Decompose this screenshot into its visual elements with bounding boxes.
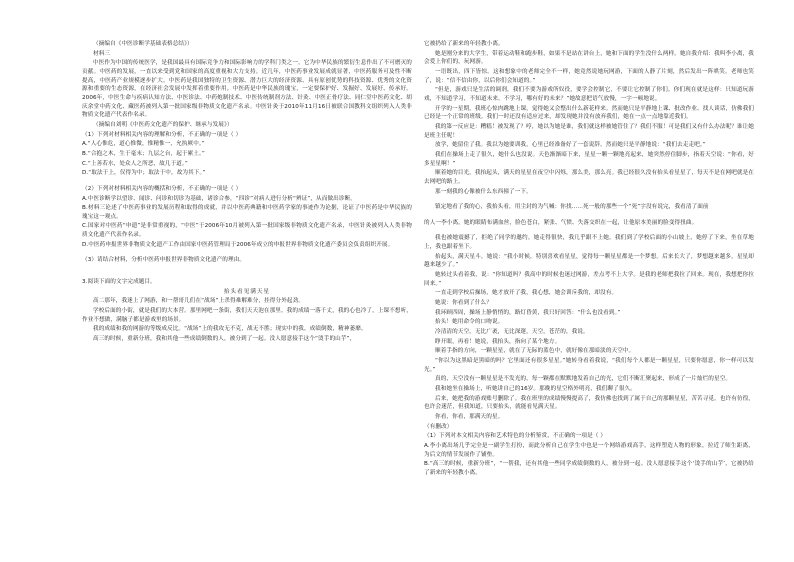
left-paragraph: 学校后面的小街，就是我们的大本营。那里网吧一条街，我们天天泡在那里。我的成绩一落千丈，我的心也冷了，上课不想听，作业不想做，满脑子都是游戏里的场景。 xyxy=(82,308,412,323)
left-column xyxy=(82,40,412,345)
left-paragraph: 材料三 xyxy=(93,50,111,57)
left-paragraph: （3）请结合材料，分析中医药申报世界非物质文化遗产的理由。 xyxy=(82,257,246,264)
right-paragraph: 真的，天空没有一颗星星是不发光的，每一颗都在默默地发着自己的光，它们不断汇聚起来，形成了一片灿烂的星空。 xyxy=(435,376,732,383)
left-paragraph: B.材料三论述了中医药事业的发展历程和取得的成就，并以中医药典籍和中医药学家的事迹作为论据，论证了中医药是中华民族的瑰宝这一观点。 xyxy=(82,205,412,220)
left-paragraph: B.“合抱之木，生于毫末；九层之台，起于累土。” xyxy=(82,150,205,157)
right-paragraph: 那一刻我的心像被什么东西撞了一下。 xyxy=(435,188,532,195)
right-paragraph: 抬起头，满天星斗，她说：“我小时候，特别喜欢看星星，觉得每一颗星星都是一个梦想。后来长大了，梦想越来越多，星星却越来越少了。” xyxy=(424,253,754,269)
right-paragraph: 她说：你看到了什么？ xyxy=(435,300,492,307)
left-paragraph: （2）下列对材料相关内容的概括和分析，不正确的一项是（ ） xyxy=(82,185,242,192)
right-paragraph: “但是，游戏只是生活的调剂，我们不要为游戏所奴役，要学会控制它，不要让它控制了你们。你们现在就是这样：只知道玩游戏，不知道学习，不知道未来。不学习，哪有好的未来？”她故意把语气放慢，一字一顿地说。 xyxy=(424,87,754,102)
left-paragraph: D.“取法于上，仅得为中；取法于中，故为其下。” xyxy=(82,170,206,177)
left-paragraph: 我的成绩和我的网游的等级成反比。“战场”上的我攻无不克，战无不胜；现实中的我，成绩倒数，精神萎靡。 xyxy=(93,326,367,333)
left-paragraph: D.中医药申报世界非物质文化遗产工作由国家中医药管理局于2006年成立的申报世界非物质文化遗产委员会负责组织开展。 xyxy=(82,241,394,248)
right-paragraph: 开学的一星期，我班心惊肉跳地上课，觉得她又会整出什么新花样来。然而她只是平静地上课、批改作业、找人谈话，仿佛我们已经是一个正常的班级。我们一时还没有适应过来，却发现她并没有放弃我们，她在一点一点地靠近我们。 xyxy=(424,105,754,121)
right-paragraph: （1）下列对本文相关内容和艺术特色的分析鉴赏，不正确的一项是（ ） xyxy=(424,433,607,440)
right-paragraph: 睁开眼，再看！她说，我抬头，指向了某个地方。 xyxy=(435,338,561,345)
right-paragraph: 一语既出，四下皆惊。这和想象中的老师完全不一样，她竟然说她玩网游，下面的人静了片刻，然后发出一阵哄笑。老师也笑了，说：“信不信由你，以后你们会知道的。” xyxy=(424,68,754,84)
right-paragraph: （有删改） xyxy=(424,423,453,430)
right-column xyxy=(424,40,754,479)
right-paragraph: 镇定地看了我的心，我抬头看，用尘封的为气喊：你找……死一般的那些一个“死”字没有说完，我看清了面前 xyxy=(435,204,709,211)
right-paragraph: 冷清清的天空，无比广袤，无比深邃，天空，苍茫的，我说。 xyxy=(435,329,589,336)
left-paragraph: （1）下列对材料相关内容的理解和分析，不正确的一项是（ ） xyxy=(82,131,242,138)
left-paragraph: 抬头看见满天星 xyxy=(223,288,271,295)
right-paragraph: 后来，她把我的游戏账号删除了。我在班里的成绩慢慢提高了，我仿佛也找到了属于自己的那颗星星，苦苦寻觅。也许有彷徨，也许会迷茫，但我知道，只要抬头，就能看见满天星。 xyxy=(424,395,754,411)
right-paragraph: 她是刚分来的大学生，带着运动鞋和跑步鞋，如果不是站在讲台上，她和下面的学生没什么两样。她自我介绍：我叫李小离，我会爱上你们的，玩网游。 xyxy=(424,50,754,66)
right-paragraph: A.李小离出场几乎完全是一副学生打扮，而此分析自己在学生中也是一个网络游戏高手，这样塑造人物的形象，拉近了师生距离，为后文的情节发展作了铺垫。 xyxy=(424,442,754,458)
left-paragraph xyxy=(82,266,412,278)
left-paragraph: （摘编自刘明《中医药文化遗产的保护、继承与发展》） xyxy=(93,121,233,128)
right-paragraph: 顺着手指的方向，一颗星星，就在了无际的蓝色中，就好像在那暗淡的天空中。 xyxy=(435,348,635,355)
right-paragraph: B.“高三的时候，重新分班”，“一帮我，还有其他一些同学成绩倒数的人，被分到一起。没人愿意接手这个‘烫手的山芋’，它被扔给了新来的年轻教小离。 xyxy=(424,461,754,476)
right-paragraph: 我的第一反应是：糟糕！被发现了？哼，她以为她是谁，我们就这样被她管住了？我们不服！可是我们又有什么办法呢？谁让她是班主任呢！ xyxy=(424,123,754,139)
right-paragraph: 顺着她的目光，我抬起头，满天的星星在夜空中闪烁，那么美，那么亮。我已经很久没有抬头看星星了，每天不是在网吧就是在去网吧的路上。 xyxy=(424,170,754,185)
right-paragraph: 你看，你看，那满天的星。 xyxy=(435,413,504,420)
left-paragraph: A.中医诊断学以望诊、闻诊、问诊和切诊为基础，诸诊合参，“四诊”对病人进行分析“辨证”，从而做出诊断。 xyxy=(82,195,356,202)
left-paragraph: A.“人心惟危，道心惟微，惟精惟一，允执厥中。” xyxy=(82,141,205,148)
right-paragraph: 我和她坐在操场上，听她讲自己的16岁。那晚的星空格外明亮，我们聊了很久。 xyxy=(435,385,636,392)
right-paragraph: 放学，她留住了我。我以为她要训我，心里已经准备好了一套说辞。然而她只是平静地说：“我们去走走吧。” xyxy=(435,142,706,149)
left-paragraph: 3.阅读下面的文字完成题目。 xyxy=(82,279,156,286)
right-paragraph: 她转过头看着我，说：“你知道吗？我高中的时候也迷过网游，差点考不上大学。是我的老师把我拉了回来。现在，我想把你拉回来。” xyxy=(424,272,754,287)
left-paragraph: 高三的时候，重新分班，我和其他一些成绩倒数的人，被分到了一起。没人愿意接手这个“烫手的山芋”， xyxy=(93,336,356,343)
left-paragraph: 高二那年，我迷上了网游，和一帮哥儿们在“战场”上杀得难解难分，挂得分外起劲。 xyxy=(93,298,304,305)
right-paragraph: 我也被她震撼了，拒绝了同学的邀约。她走得很快，我几乎跟不上她。我们到了学校后面的小山坡上，她停了下来，坐在草地上，我也跟着坐下。 xyxy=(424,235,754,251)
right-paragraph: 我们在操场上走了很久，她什么也没说。天色渐渐暗下来，星星一颗一颗地亮起来，她突然停住脚步，指着天空说：“你看，好多星星啊！” xyxy=(424,151,754,167)
right-paragraph: 抬头！她用命令的口吻说。 xyxy=(435,319,504,326)
right-paragraph: 的人一李小离，她的眼睛布满血丝，脸色苍白，紧张、气愤、失落交织在一起，让他原本美丽的脸变得扭曲。 xyxy=(424,219,698,226)
left-paragraph: C.国家对中医药“申遗”是非常重视的，“中医”于2006年10月被列入第一批国家级非物质文化遗产名录，中医针灸被列入人类非物质文化遗产代表作名录。 xyxy=(82,223,412,239)
left-paragraph: 中医作为中国的传统医学，是我国最具有国际竞争力和国际影响力的学科门类之一，它为中华民族的繁衍生息作出了不可磨灭的贡献。中医药的发展，一直以来受到党和国家的高度重视和大力支持。近几年，中医药事业发展成就显著，中医药服务可及性不断提高，中医药产业规模逐步扩大。中医药是我国独特的卫生资源、潜力巨大的经济资源、具有原创优势的科技资源、优秀的文化资源和重要的生态资源，在经济社会发展中发挥着重要作用。中医药是中华民族的瑰宝，一定要保护好、发掘好、发展好、传承好。2006年，中医生命与疾病认知方法、中医诊法、中药炮制技术、中医传统制剂方法、针灸、中医正骨疗法、同仁堂中医药文化、胡庆余堂中药文化、藏医药被列入第一批国家级非物质文化遗产名录。中医针灸于2010年11月16日被联合国教科文组织列入人类非物质文化遗产代表作名录。 xyxy=(82,60,412,119)
left-paragraph: C.“上善若水，处众人之所恶，故几于道。” xyxy=(82,160,188,167)
right-paragraph: “你以为这黑暗是黑暗的吗？它里面还有很多星星。”她转身看着我说，“我们每个人都是一颗星星，只要你愿意，你一样可以发光。” xyxy=(424,358,754,373)
left-paragraph: （摘编自《中医诊断学基础表格总结》） xyxy=(93,41,193,47)
right-paragraph: 一直走到学校后操场，她才放开了我，我心想，她会训斥我的，却没有。 xyxy=(435,290,618,297)
right-paragraph: 它被扔给了新来的年轻教小离。 xyxy=(424,41,504,47)
right-paragraph: 我环顾四周，操场上静悄悄的，路灯昏黄，我只好回答：“什么也没看到。” xyxy=(435,309,621,316)
